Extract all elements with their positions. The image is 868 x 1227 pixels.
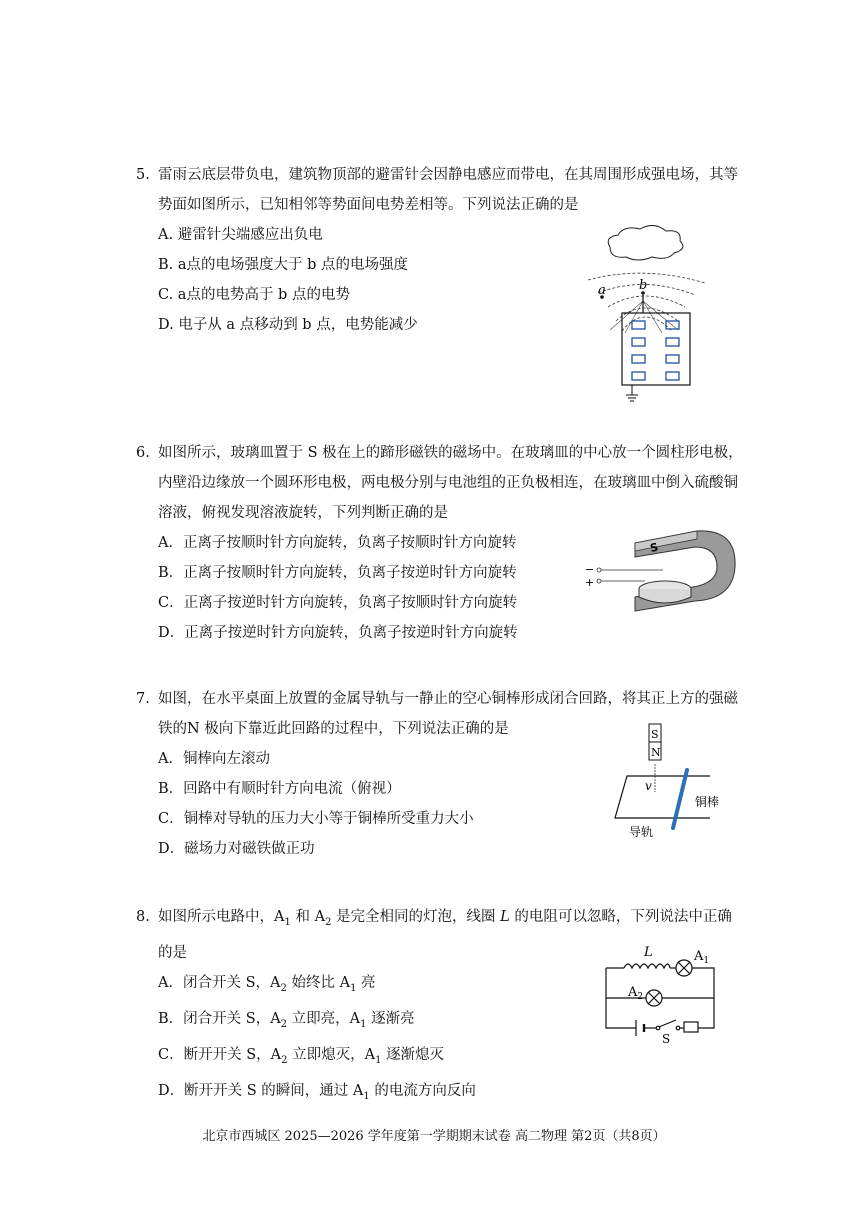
question-number: 7. [136,691,150,707]
inductor-label: L [644,945,653,960]
inductor-coil [624,964,670,968]
figure-horseshoe-magnet [585,525,745,620]
option-b: B. a点的电场强度大于 b 点的电场强度 [158,257,409,273]
switch-s [656,1020,680,1030]
option-b: B．闭合开关 S，$A_2$ 立即亮，$A_1$ 逐渐亮 [158,1010,415,1030]
label-a: a [598,283,606,298]
lamp-a1-label: $A_1$ [694,949,710,966]
lamp-a2-label: $A_2$ [628,985,644,1002]
option-a: A．闭合开关 S，$A_2$ 始终比 $A_1$ 亮 [158,974,376,994]
option-a: A. 避雷针尖端感应出负电 [158,227,323,243]
terminal-positive [597,579,601,583]
question-number: 5. [136,167,150,183]
option-b: B．正离子按顺时针方向旋转，负离子按逆时针方向旋转 [158,565,517,581]
figure-circuit [598,940,723,1045]
figure-rail-and-rod [605,720,740,845]
option-d: D．磁场力对磁铁做正功 [158,841,315,857]
option-d: D．断开开关 S 的瞬间，通过 $A_1$ 的电流方向反向 [158,1082,476,1102]
rod-label: 铜棒 [695,795,720,809]
copper-rod [673,770,687,828]
question-stem: 如图，在水平桌面上放置的金属导轨与一静止的空心铜棒形成闭合回路，将其正上方的强磁铁的N 极向下靠近此回路的过程中，下列说法正确的是 [158,691,738,737]
page-footer: 北京市西城区 2025—2026 学年度第一学期期末试卷 高二物理 第2页（共8页） [202,1129,666,1144]
lamp-a2 [646,990,662,1006]
cloud-shape [608,225,683,260]
option-c: C．铜棒对导轨的压力大小等于铜棒所受重力大小 [158,811,474,827]
pole-s-label: S [648,540,660,555]
building-windows [632,321,679,380]
figure-lightning-rod [580,225,740,410]
terminal-negative [597,568,601,572]
option-c: C．断开开关 S，$A_2$ 立即熄灭，$A_1$ 逐渐熄灭 [158,1046,445,1066]
question-stem: 如图所示电路中，$A_1$ 和 $A_2$ 是完全相同的灯泡，线圈 L 的电阻可以忽略，下列说法中正确的是 [158,909,732,961]
question-stem: 如图所示，玻璃皿置于 S 极在上的蹄形磁铁的磁场中。在玻璃皿的中心放一个圆柱形电极，内壁沿边缘放一个圆环形电极，两电极分别与电池组的正负极相连，在玻璃皿中倒入硫酸铜溶液，俯视发现溶液旋转，下列判断正确的是 [158,445,743,521]
option-a: A．正离子按顺时针方向旋转，负离子按顺时针方向旋转 [158,535,517,551]
lamp-a1 [676,960,692,976]
option-c: C. a点的电势高于 b 点的电势 [158,287,350,303]
question-number: 8. [136,909,150,925]
question-stem: 雷雨云底层带负电，建筑物顶部的避雷针会因静电感应而带电，在其周围形成强电场，其等势面如图所示，已知相邻等势面间电势差相等。下列说法正确的是 [158,167,738,213]
label-minus: − [585,563,595,576]
option-c: C．正离子按逆时针方向旋转，负离子按顺时针方向旋转 [158,595,518,611]
magnet-n-label: N [651,746,661,759]
rail-label: 导轨 [629,825,654,839]
label-plus: + [585,576,595,589]
label-b: b [639,278,648,293]
option-a: A．铜棒向左滚动 [158,751,270,767]
option-d: D．正离子按逆时针方向旋转，负离子按逆时针方向旋转 [158,625,518,641]
switch-label: S [662,1032,671,1045]
ground-symbol [626,395,638,401]
velocity-label: v [645,779,652,793]
magnet-s-label: S [651,728,659,741]
battery-icon [636,1020,644,1036]
option-d: D. 电子从 a 点移动到 b 点，电势能减少 [158,317,418,333]
rheostat-icon [684,1022,698,1032]
option-b: B．回路中有顺时针方向电流（俯视） [158,781,401,797]
question-number: 6. [136,445,150,461]
